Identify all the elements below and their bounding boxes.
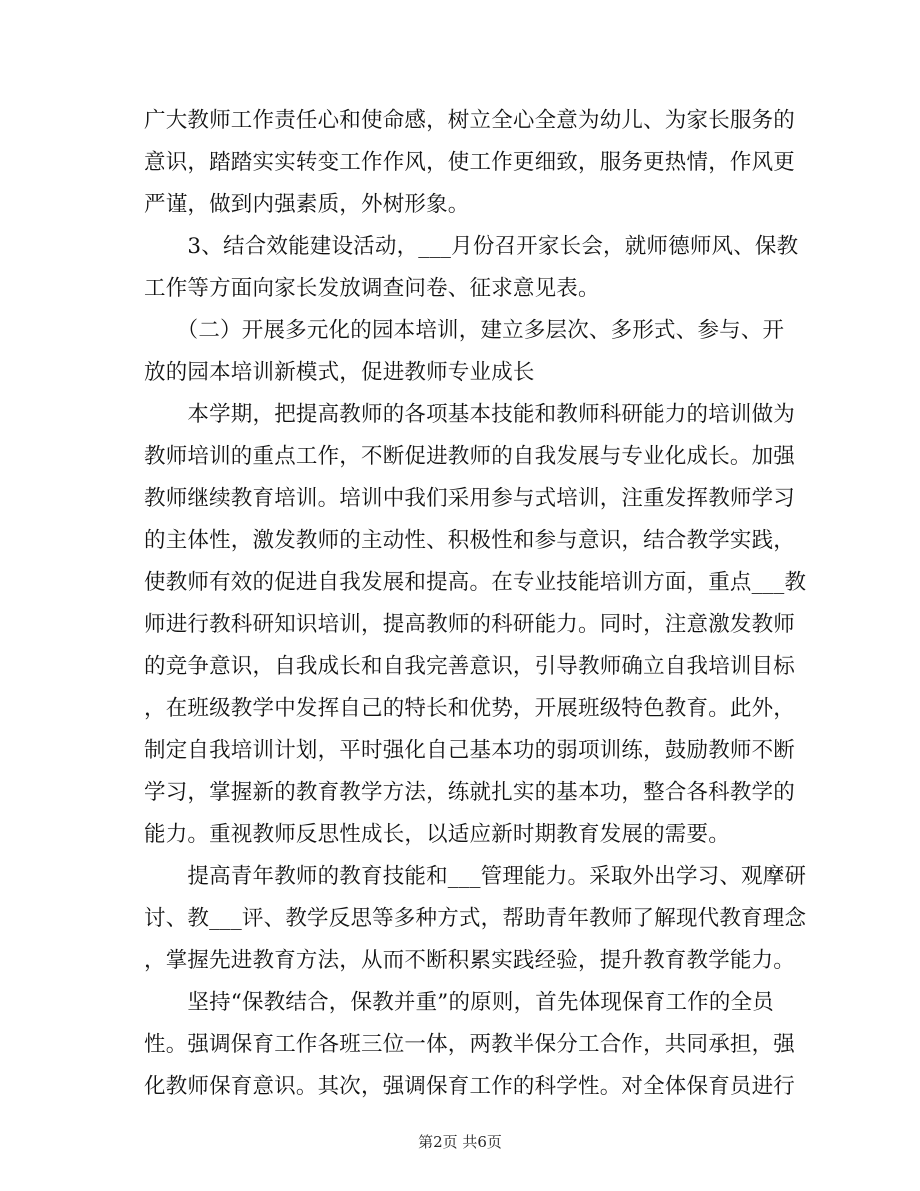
text-line: 的主体性，激发教师的主动性、积极性和参与意识，结合教学实践， bbox=[144, 528, 796, 553]
text-line: 制定自我培训计划，平时强化自己基本功的弱项训练，鼓励教师不断 bbox=[144, 738, 796, 763]
page-number-footer: 第2页 共6页 bbox=[418, 1133, 502, 1151]
text-line: （二）开展多元化的园本培训，建立多层次、多形式、参与、开 bbox=[144, 318, 785, 343]
text-line: 教师培训的重点工作，不断促进教师的自我发展与专业化成长。加强 bbox=[144, 444, 796, 469]
text-line: 化教师保育意识。其次，强调保育工作的科学性。对全体保育员进行 bbox=[144, 1074, 796, 1099]
text-line: 3、结合效能建设活动，___月份召开家长会，就师德师风、保教 bbox=[144, 234, 799, 259]
text-line: 广大教师工作责任心和使命感，树立全心全意为幼儿、为家长服务的 bbox=[144, 108, 796, 133]
text-line: ，在班级教学中发挥自己的特长和优势，开展班级特色教育。此外， bbox=[144, 696, 796, 721]
text-line: 使教师有效的促进自我发展和提高。在专业技能培训方面，重点___教 bbox=[144, 570, 807, 595]
text-line: 性。强调保育工作各班三位一体，两教半保分工合作，共同承担，强 bbox=[144, 1032, 796, 1057]
text-line: 严谨，做到内强素质，外树形象。 bbox=[144, 192, 470, 217]
text-line: ，掌握先进教育方法，从而不断积累实践经验，提升教育教学能力。 bbox=[144, 948, 796, 973]
text-line: 师进行教科研知识培训，提高教师的科研能力。同时，注意激发教师 bbox=[144, 612, 796, 637]
text-line: 提高青年教师的教育技能和___管理能力。采取外出学习、观摩研 bbox=[144, 864, 807, 889]
text-line: 本学期，把提高教师的各项基本技能和教师科研能力的培训做为 bbox=[144, 402, 796, 427]
text-line: 坚持“保教结合，保教并重”的原则，首先体现保育工作的全员 bbox=[144, 990, 774, 1015]
text-line: 意识，踏踏实实转变工作作风，使工作更细致，服务更热情，作风更 bbox=[144, 150, 796, 175]
text-line: 学习，掌握新的教育教学方法，练就扎实的基本功，整合各科教学的 bbox=[144, 780, 796, 805]
text-line: 能力。重视教师反思性成长，以适应新时期教育发展的需要。 bbox=[144, 822, 730, 847]
text-line: 放的园本培训新模式，促进教师专业成长 bbox=[144, 360, 535, 385]
text-line: 教师继续教育培训。培训中我们采用参与式培训，注重发挥教师学习 bbox=[144, 486, 796, 511]
text-line: 的竞争意识，自我成长和自我完善意识，引导教师确立自我培训目标 bbox=[144, 654, 796, 679]
text-line: 工作等方面向家长发放调查问卷、征求意见表。 bbox=[144, 276, 600, 301]
text-line: 讨、教___评、教学反思等多种方式，帮助青年教师了解现代教育理念 bbox=[144, 906, 807, 931]
